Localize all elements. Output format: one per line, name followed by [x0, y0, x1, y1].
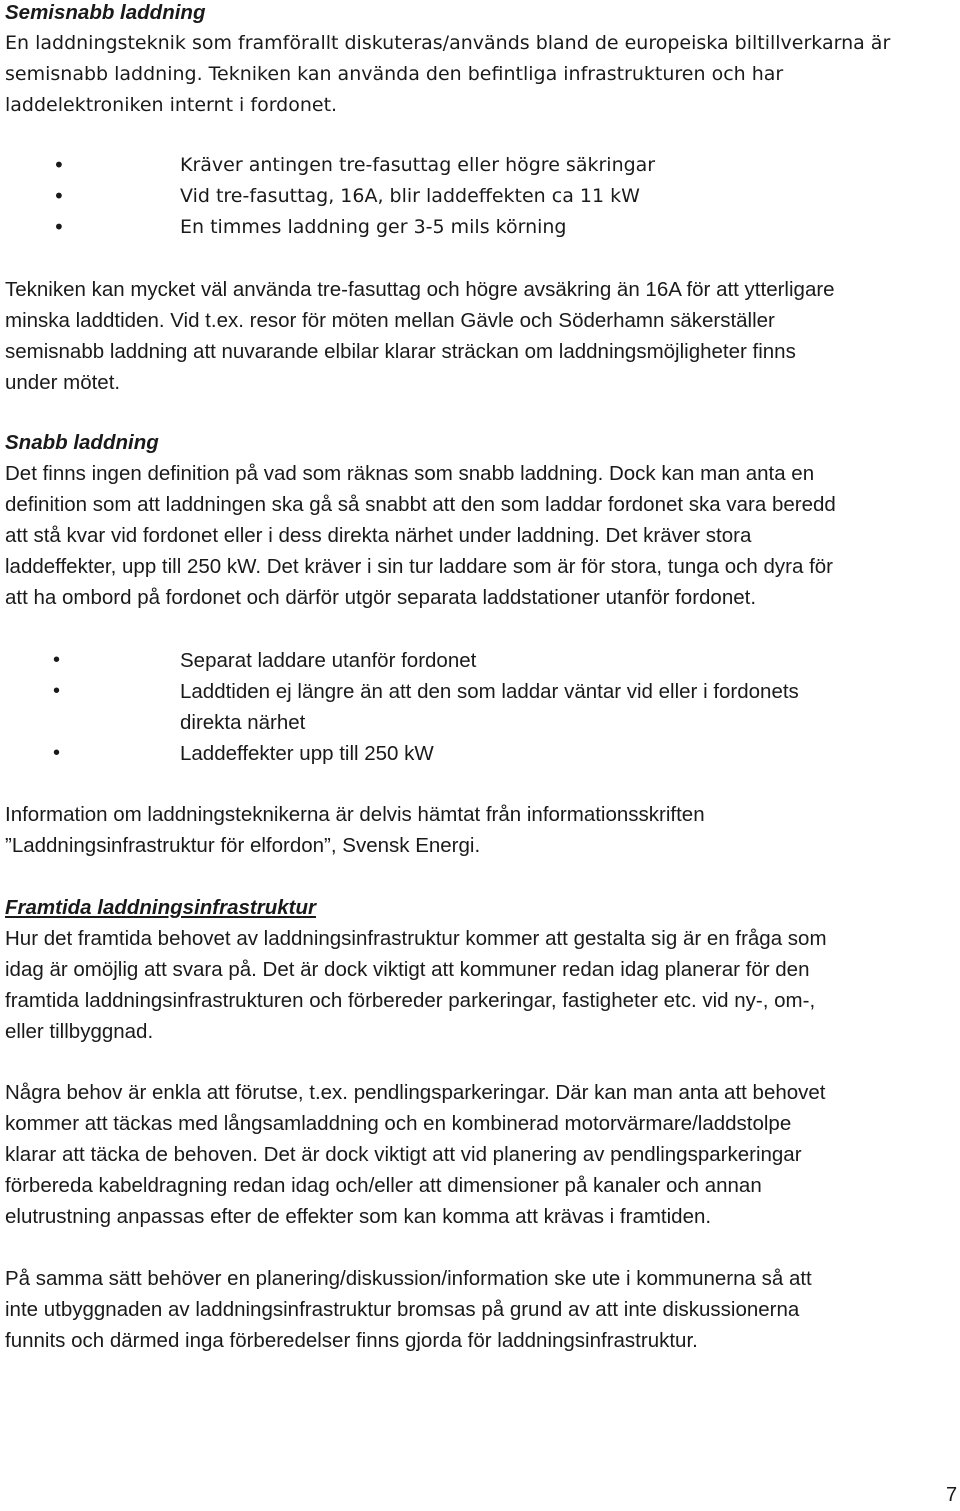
paragraph-line: elutrustning anpassas efter de effekter som kan komma att krävas i framtiden. — [5, 1205, 712, 1228]
bullet-icon: • — [53, 680, 61, 702]
paragraph-line: På samma sätt behöver en planering/diskussion/information ske ute i kommunerna så att — [5, 1267, 812, 1290]
bullet-icon: • — [53, 153, 65, 177]
list-item — [5, 676, 955, 707]
paragraph-line: En laddningsteknik som framförallt diskuteras/används bland de europeiska biltillverkarna är — [5, 32, 891, 54]
semisnabb-paragraph — [5, 274, 955, 398]
paragraph-line: funnits och därmed inga förberedelser finns gjorda för laddningsinfrastruktur. — [5, 1329, 698, 1352]
paragraph-line: minska laddtiden. Vid t.ex. resor för möten mellan Gävle och Söderhamn säkerställer — [5, 309, 775, 332]
paragraph-line: semisnabb laddning att nuvarande elbilar klarar sträckan om laddningsmöjligheter finns — [5, 340, 796, 363]
paragraph-line: Hur det framtida behovet av laddningsinfrastruktur kommer att gestalta sig är en fråga som — [5, 927, 827, 950]
framtida-section — [5, 892, 955, 1047]
list-item-text: direkta närhet — [180, 711, 306, 734]
paragraph-line: Information om laddningsteknikerna är delvis hämtat från informationsskriften — [5, 803, 705, 826]
paragraph-line: inte utbyggnaden av laddningsinfrastruktur bromsas på grund av att inte diskussionerna — [5, 1298, 800, 1321]
list-item-text: Laddtiden ej längre än att den som laddar väntar vid eller i fordonets — [180, 680, 799, 703]
list-item-continuation — [5, 707, 955, 738]
semisnabb-section — [5, 0, 955, 121]
paragraph-line: Tekniken kan mycket väl använda tre-fasuttag och högre avsäkring än 16A för att ytterligare — [5, 278, 835, 301]
bullet-icon: • — [53, 215, 65, 239]
paragraph-line: definition som att laddningen ska gå så snabbt att den som laddar fordonet ska vara beredd — [5, 493, 836, 516]
list-item-text: Separat laddare utanför fordonet — [180, 649, 477, 672]
framtida-paragraph-3 — [5, 1263, 955, 1356]
paragraph-line: att stå kvar vid fordonet eller i dess direkta närhet under laddning. Det kräver stora — [5, 524, 752, 547]
paragraph-line: under mötet. — [5, 371, 121, 394]
bullet-icon: • — [53, 184, 65, 208]
paragraph-line: ”Laddningsinfrastruktur för elfordon”, Svensk Energi. — [5, 834, 481, 857]
paragraph-line: att ha ombord på fordonet och därför utgör separata laddstationer utanför fordonet. — [5, 586, 757, 609]
list-item-text: Kräver antingen tre-fasuttag eller högre säkringar — [180, 154, 656, 176]
paragraph-line: laddelektroniken internt i fordonet. — [5, 94, 338, 116]
paragraph-line: framtida laddningsinfrastrukturen och förbereder parkeringar, fastigheter etc. vid ny-, om-, — [5, 989, 816, 1012]
paragraph-line: laddeffekter, upp till 250 kW. Det kräver i sin tur laddare som är för stora, tunga och dyra för — [5, 555, 833, 578]
paragraph-line: förbereda kabeldragning redan idag och/eller att dimensioner på kanaler och annan — [5, 1174, 762, 1197]
paragraph-line: idag är omöjlig att svara på. Det är dock viktigt att kommuner redan idag planerar för den — [5, 958, 810, 981]
snabb-bullet-list — [5, 645, 955, 769]
bullet-icon: • — [53, 649, 61, 671]
list-item-text: Laddeffekter upp till 250 kW — [180, 742, 434, 765]
section-heading-framtida: Framtida laddningsinfrastruktur — [5, 896, 316, 919]
bullet-icon: • — [53, 742, 61, 764]
semisnabb-bullet-list — [5, 150, 955, 243]
paragraph-line: Det finns ingen definition på vad som räknas som snabb laddning. Dock kan man anta en — [5, 462, 815, 485]
snabb-section — [5, 427, 955, 613]
framtida-paragraph-2 — [5, 1077, 955, 1232]
paragraph-line: kommer att täckas med långsamladdning och en kombinerad motorvärmare/laddstolpe — [5, 1112, 792, 1135]
source-note — [5, 799, 955, 861]
paragraph-line: eller tillbyggnad. — [5, 1020, 154, 1043]
list-item — [5, 181, 955, 212]
list-item — [5, 738, 955, 769]
list-item-text: Vid tre-fasuttag, 16A, blir laddeffekten ca 11 kW — [180, 185, 640, 207]
paragraph-line: semisnabb laddning. Tekniken kan använda den befintliga infrastrukturen och har — [5, 63, 784, 85]
section-heading-semisnabb: Semisnabb laddning — [5, 1, 206, 24]
list-item-text: En timmes laddning ger 3-5 mils körning — [180, 216, 567, 238]
section-heading-snabb: Snabb laddning — [5, 431, 159, 454]
list-item — [5, 645, 955, 676]
paragraph-line: klarar att täcka de behoven. Det är dock viktigt att vid planering av pendlingsparkeringar — [5, 1143, 802, 1166]
list-item — [5, 212, 955, 243]
list-item — [5, 150, 955, 181]
page-number: 7 — [946, 1484, 958, 1506]
paragraph-line: Några behov är enkla att förutse, t.ex. pendlingsparkeringar. Där kan man anta att behovet — [5, 1081, 826, 1104]
